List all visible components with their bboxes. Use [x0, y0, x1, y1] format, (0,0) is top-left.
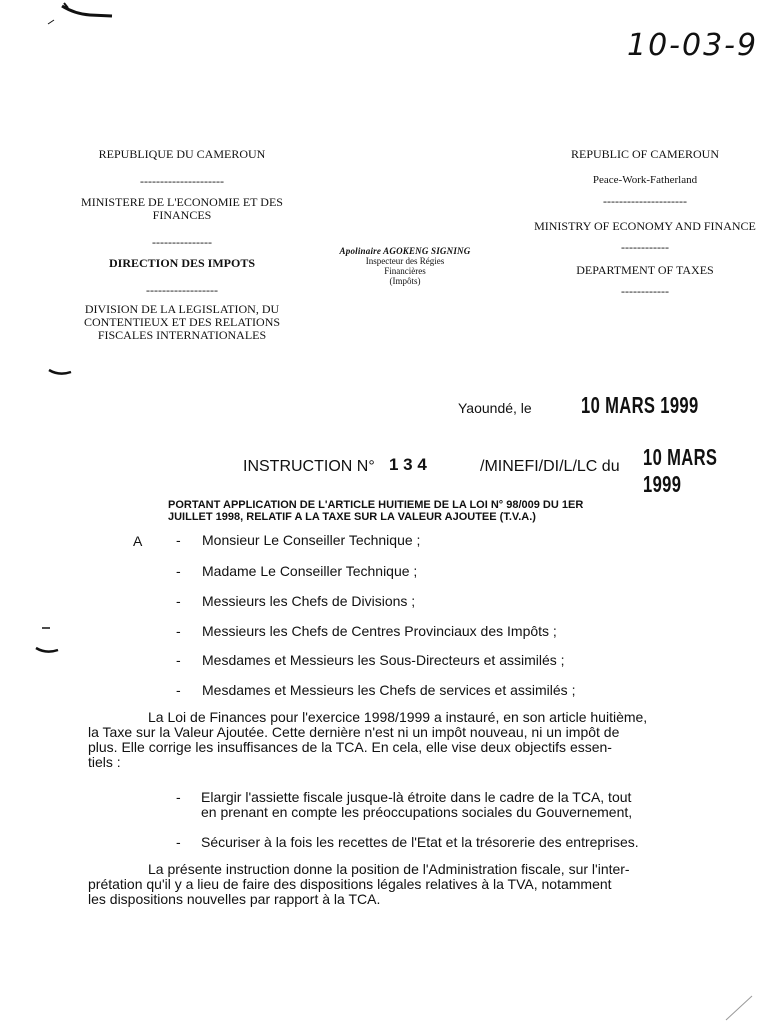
department-name-en: DEPARTMENT OF TAXES	[576, 263, 714, 277]
separator: ------------------	[146, 283, 218, 297]
instruction-subject	[168, 499, 638, 523]
signatory-unit: (Impôts)	[389, 276, 421, 286]
separator: ------------	[621, 284, 669, 298]
separator: ---------------------	[603, 194, 687, 208]
direction-name-fr: DIRECTION DES IMPOTS	[108, 256, 256, 270]
signatory-name: Apolinaire AGOKENG SIGNING	[339, 246, 471, 256]
left-header-french	[62, 148, 302, 342]
scan-mark-bottom-right	[722, 990, 762, 1024]
instruction-date-stamp: 10 MARS 1999	[643, 444, 718, 497]
separator: ---------------------	[140, 174, 224, 188]
recipients-prefix: A	[133, 533, 143, 549]
handwritten-reference-number: 10-03-9	[627, 28, 759, 63]
recipient-item: - Mesdames et Messieurs les Chefs de services et assimilés ;	[176, 682, 576, 698]
recipient-item: - Monsieur Le Conseiller Technique ;	[176, 532, 421, 548]
place-date-line	[458, 392, 768, 422]
paragraph-line: les dispositions nouvelles par rapport à la TCA.	[88, 891, 381, 907]
instruction-label: INSTRUCTION N°	[243, 458, 375, 475]
conclusion-paragraph	[88, 862, 698, 907]
instruction-number: 1 3 4	[389, 455, 427, 474]
objective-line: Elargir l'assiette fiscale jusque-là étroite dans le cadre de la TCA, tout	[201, 789, 632, 805]
subject-line-2: JUILLET 1998, RELATIF A LA TAXE SUR LA VALEUR AJOUTEE (T.V.A.)	[168, 511, 536, 523]
signatory-title-2: Financières	[384, 266, 426, 276]
recipient-item: - Mesdames et Messieurs les Sous-Directeurs et assimilés ;	[176, 652, 565, 668]
recipient-item: - Messieurs les Chefs de Divisions ;	[176, 593, 416, 609]
right-header-english	[530, 148, 760, 298]
objective-line: en prenant en compte les préoccupations sociales du Gouvernement,	[201, 804, 633, 820]
country-name-fr: REPUBLIQUE DU CAMEROUN	[98, 147, 266, 161]
intro-paragraph	[88, 710, 698, 770]
objective-item-2: - Sécuriser à la fois les recettes de l'Etat et la trésorerie des entreprises.	[176, 835, 696, 850]
date-stamp: 10 MARS 1999	[581, 392, 699, 418]
scan-mark-left-1	[45, 362, 75, 382]
paragraph-line: tiels :	[88, 754, 121, 770]
paragraph-line: la Taxe sur la Valeur Ajoutée. Cette dernière n'est ni un impôt nouveau, ni un impôt de	[88, 724, 620, 740]
separator: ------------	[621, 240, 669, 254]
objective-item-1: - Elargir l'assiette fiscale jusque-là étroite dans le cadre de la TCA, tout en prenant en compte les préoccupations sociales du Gouvernement,	[176, 790, 696, 820]
signatory-title: Inspecteur des Régies	[365, 256, 445, 266]
recipient-item: - Messieurs les Chefs de Centres Provinciaux des Impôts ;	[176, 623, 557, 639]
scan-mark-left-2	[32, 622, 62, 662]
separator: ---------------	[152, 235, 212, 249]
paragraph-line: La présente instruction donne la position de l'Administration fiscale, sur l'inter-	[148, 861, 630, 877]
paragraph-line: La Loi de Finances pour l'exercice 1998/1999 a instauré, en son article huitième,	[148, 709, 648, 725]
instruction-reference-line	[243, 444, 768, 497]
signatory-stamp	[305, 246, 505, 286]
recipient-item: - Madame Le Conseiller Technique ;	[176, 563, 418, 579]
objective-line: Sécuriser à la fois les recettes de l'Etat et la trésorerie des entreprises.	[201, 834, 639, 850]
ministry-name-en: MINISTRY OF ECONOMY AND FINANCE	[534, 219, 756, 233]
subject-line-1: PORTANT APPLICATION DE L'ARTICLE HUITIEME DE LA LOI N° 98/009 DU 1ER	[168, 499, 584, 511]
division-name-fr: DIVISION DE LA LEGISLATION, DU CONTENTIEUX ET DES RELATIONS FISCALES INTERNATIONALES	[83, 302, 281, 342]
scan-mark-top-left	[30, 0, 120, 30]
ministry-name-fr: MINISTERE DE L'ECONOMIE ET DES FINANCES	[81, 195, 283, 222]
paragraph-line: prétation qu'il y a lieu de faire des dispositions légales relatives à la TVA, notamment	[88, 876, 612, 892]
paragraph-line: plus. Elle corrige les insuffisances de la TCA. En cela, elle vise deux objectifs essen-	[88, 739, 612, 755]
national-motto: Peace-Work-Fatherland	[592, 174, 698, 186]
instruction-reference: /MINEFI/DI/L/LC du	[480, 458, 620, 475]
place-label: Yaoundé, le	[458, 400, 532, 416]
country-name-en: REPUBLIC OF CAMEROUN	[570, 147, 720, 161]
